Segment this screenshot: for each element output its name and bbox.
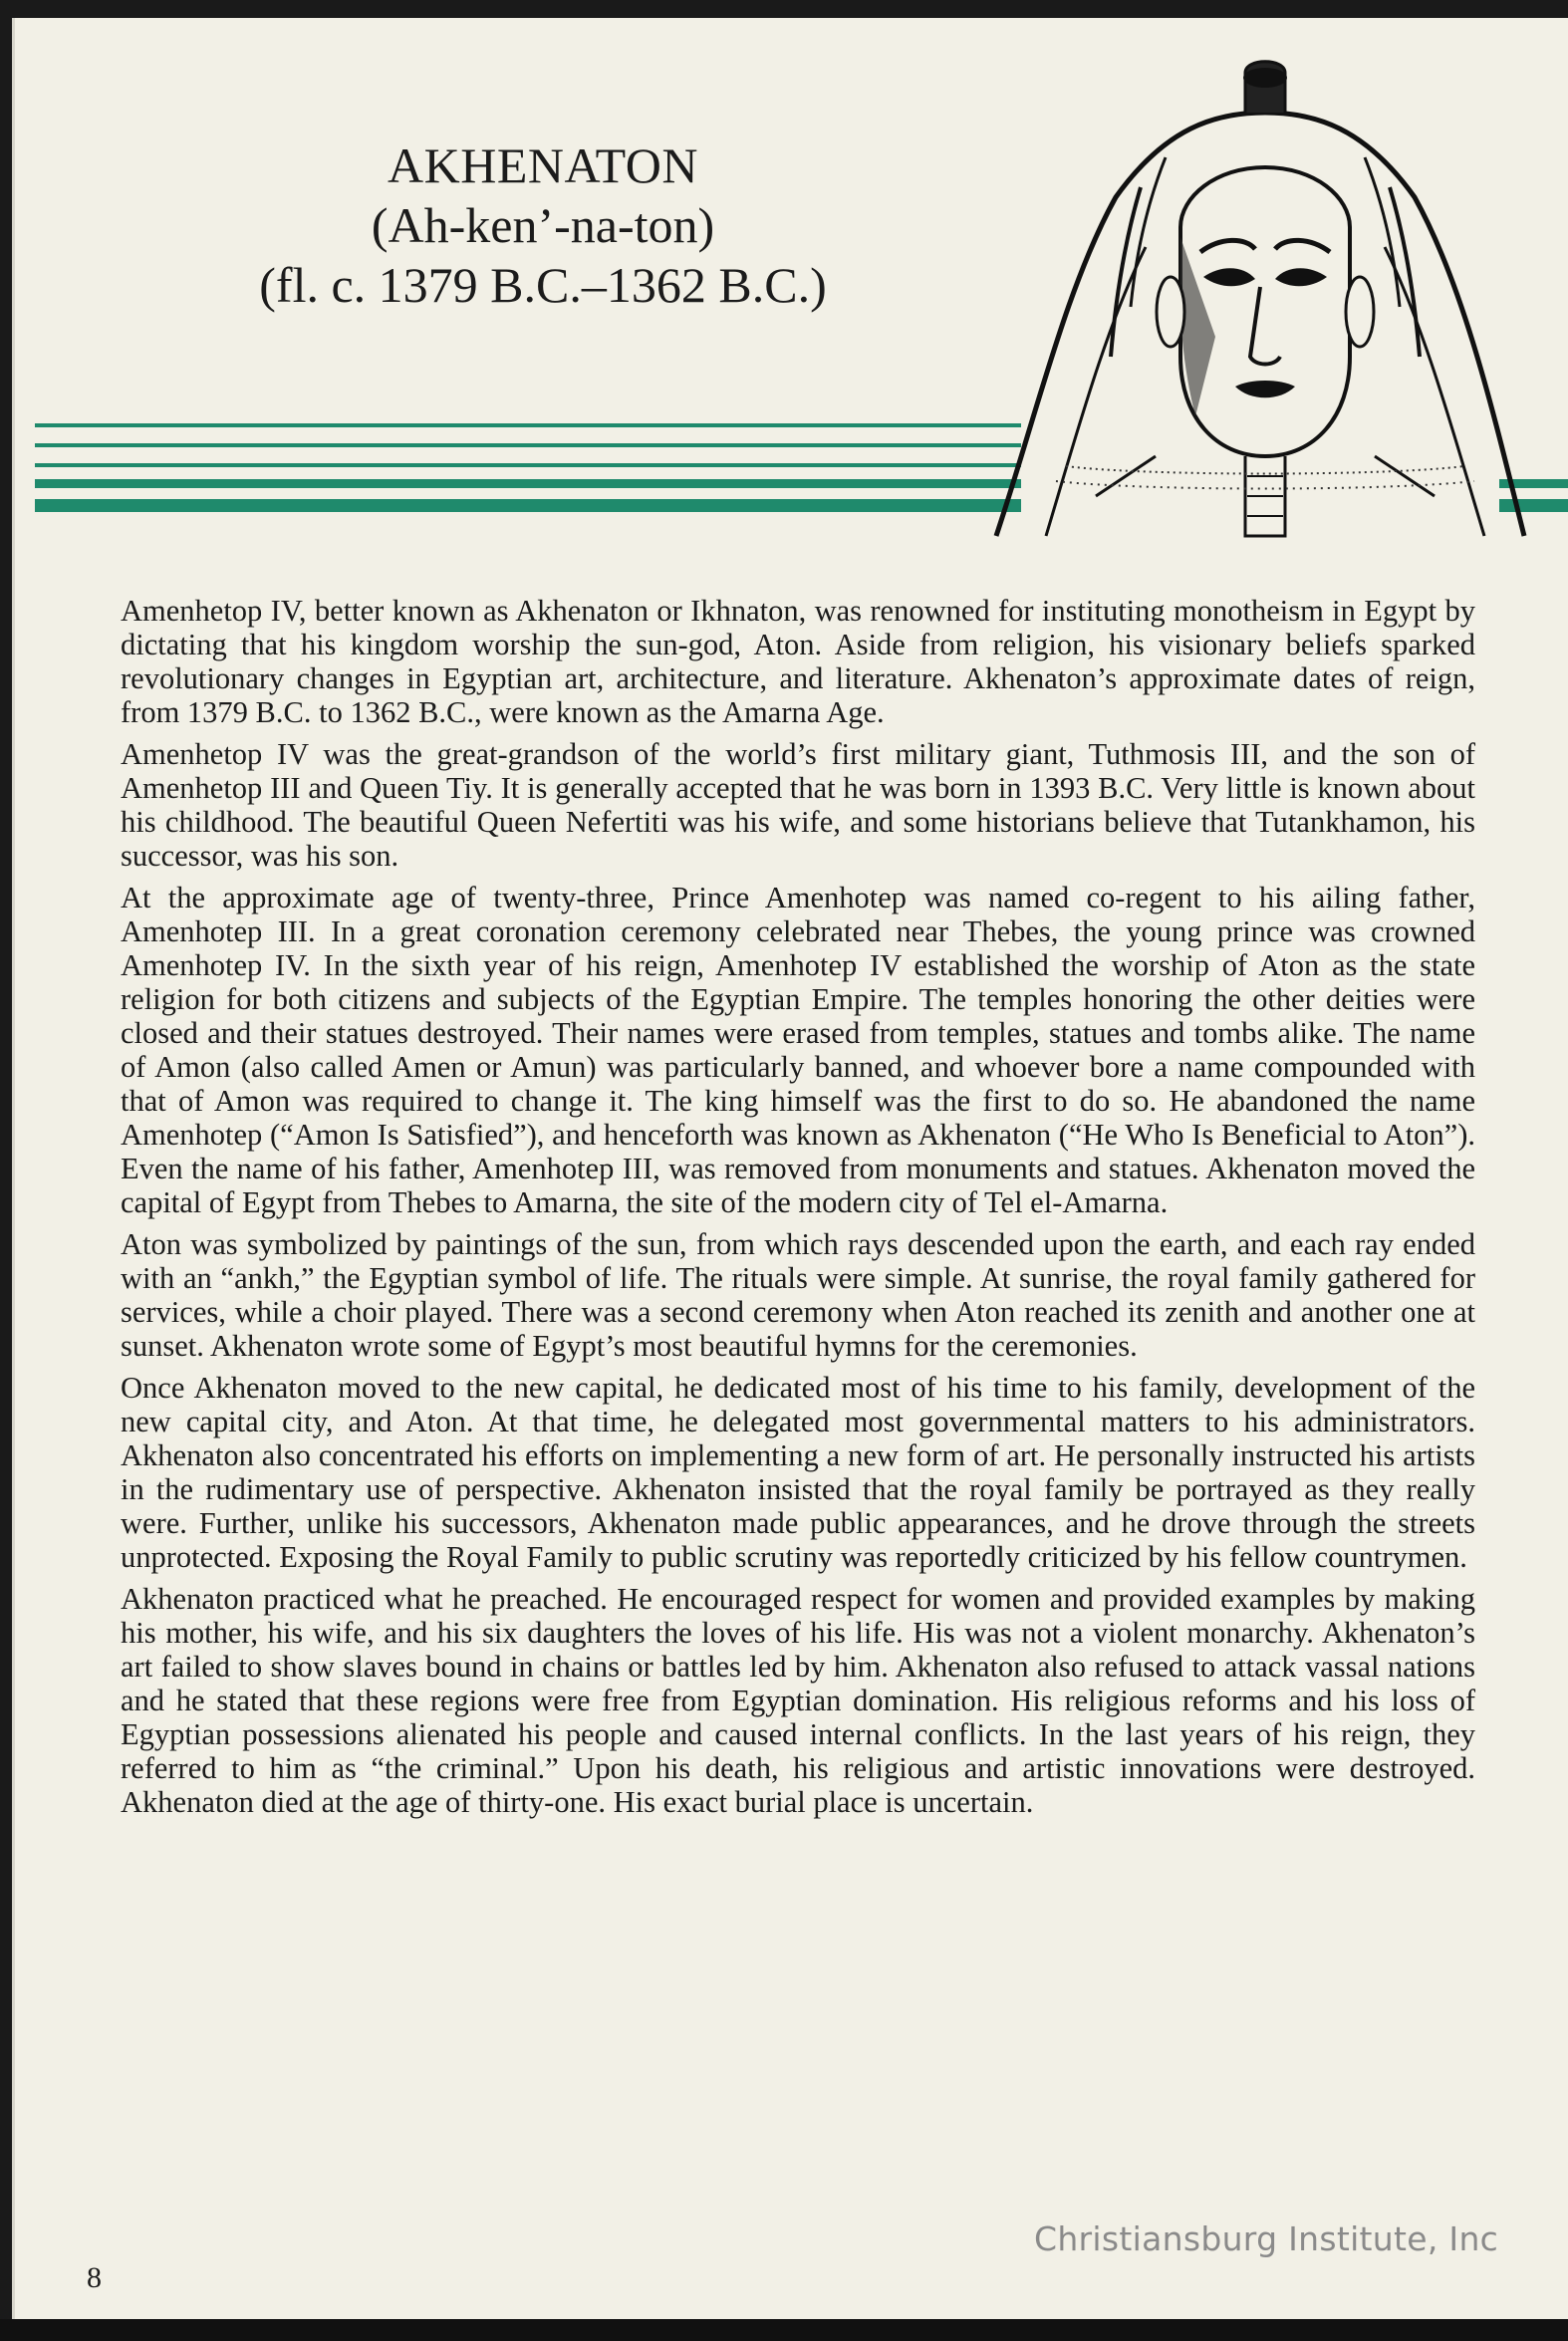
pronunciation: (Ah-ken’-na-ton): [371, 197, 715, 253]
pharaoh-portrait-icon: [966, 38, 1564, 556]
paragraph: Akhenaton practiced what he preached. He encouraged respect for women and provided examples by making his mother, his wife, and his six daughters the loves of his life. His was not a violent monarchy. Akhenaton’s art failed to show slaves bound in chains or battles led by him. Akhenaton also refused to attack vassal nations and he stated that these regions were free from Egyptian domination. His religious reforms and his loss of Egyptian possessions alienated his people and caused internal conflicts. In the last years of his reign, they referred to him as “the criminal.” Upon his death, his religious and artistic innovations were destroyed. Akhenaton died at the age of thirty-one. His exact burial place is uncertain.: [121, 1582, 1475, 1819]
page-number: 8: [87, 2261, 102, 2294]
paragraph: At the approximate age of twenty-three, Prince Amenhotep was named co-regent to his ailing father, Amenhotep III. In a great coronation ceremony celebrated near Thebes, the young prince was crowned Amenhotep IV. In the sixth year of his reign, Amenhotep IV established the worship of Aton as the state religion for both citizens and subjects of the Egyptian Empire. The temples honoring the other deities were closed and their statues destroyed. Their names were erased from temples, statues and tombs alike. The name of Amon (also called Amen or Amun) was particularly banned, and whoever bore a name compounded with that of Amon was required to change it. The king himself was the first to do so. He abandoned the name Amenhotep (“Amon Is Satisfied”), and henceforth was known as Akhenaton (“He Who Is Beneficial to Aton”). Even the name of his father, Amenhotep III, was removed from monuments and statues. Akhenaton moved the capital of Egypt from Thebes to Amarna, the site of the modern city of Tel el-Amarna.: [121, 881, 1475, 1219]
page-title: AKHENATON: [388, 137, 698, 193]
reign-dates: (fl. c. 1379 B.C.–1362 B.C.): [259, 257, 827, 313]
bottom-edge: [0, 2319, 1568, 2341]
paragraph: Once Akhenaton moved to the new capital, he dedicated most of his time to his family, development of the new capital city, and Aton. At that time, he delegated most governmental matters to his administrators. Akhenaton also concentrated his efforts on implementing a new form of art. He personally instructed his artists in the rudimentary use of perspective. Akhenaton insisted that the royal family be portrayed as they really were. Further, unlike his successors, Akhenaton made public appearances, and he drove through the streets unprotected. Exposing the Royal Family to public scrutiny was reportedly criticized by his fellow countrymen.: [121, 1371, 1475, 1574]
page: [12, 18, 1568, 2319]
paragraph: Amenhetop IV, better known as Akhenaton or Ikhnaton, was renowned for instituting monotheism in Egypt by dictating that his kingdom worship the sun-god, Aton. Aside from religion, his visionary beliefs sparked revolutionary changes in Egyptian art, architecture, and literature. Akhenaton’s approximate dates of reign, from 1379 B.C. to 1362 B.C., were known as the Amarna Age.: [121, 594, 1475, 729]
stripe-thin-1: [35, 423, 1021, 427]
article-body: [121, 594, 1475, 1827]
paragraph: Amenhetop IV was the great-grandson of the world’s first military giant, Tuthmosis III, and the son of Amenhetop III and Queen Tiy. It is generally accepted that he was born in 1393 B.C. Very little is known about his childhood. The beautiful Queen Nefertiti was his wife, and some historians believe that Tutankhamon, his successor, was his son.: [121, 737, 1475, 873]
watermark: Christiansburg Institute, Inc: [1034, 2219, 1499, 2258]
stripe-thick-1: [35, 479, 1021, 488]
stripe-thin-2: [35, 443, 1021, 447]
stripe-thin-3: [35, 463, 1021, 467]
paragraph: Aton was symbolized by paintings of the sun, from which rays descended upon the earth, and each ray ended with an “ankh,” the Egyptian symbol of life. The rituals were simple. At sunrise, the royal family gathered for services, while a choir played. There was a second ceremony when Aton reached its zenith and another one at sunset. Akhenaton wrote some of Egypt’s most beautiful hymns for the ceremonies.: [121, 1227, 1475, 1363]
title-block: [204, 135, 882, 315]
stripe-thick-2: [35, 499, 1021, 512]
